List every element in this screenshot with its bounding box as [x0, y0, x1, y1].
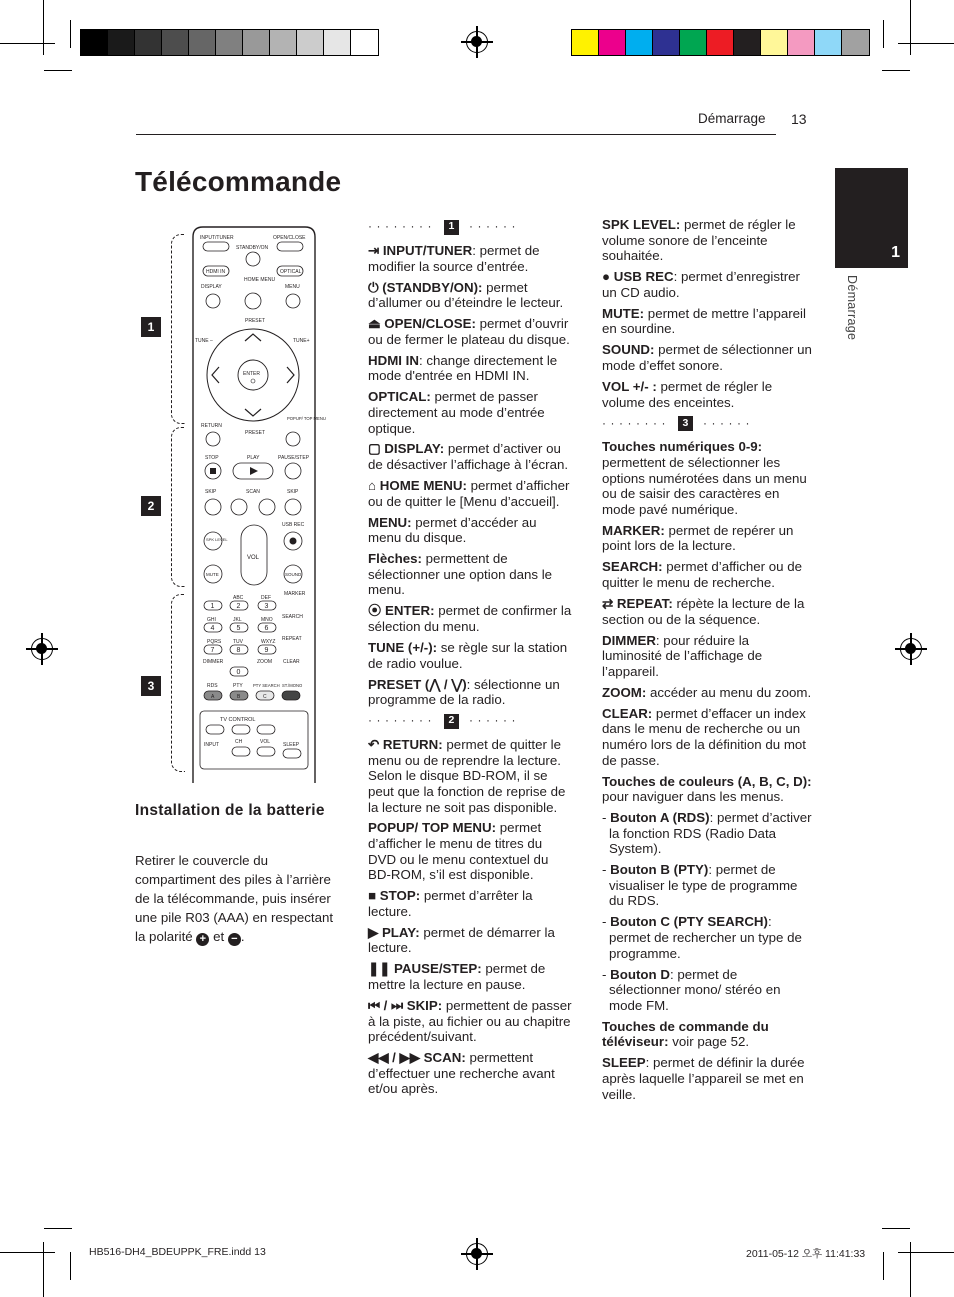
function-icon: ⏻	[368, 279, 379, 295]
function-name: TUNE (+/-):	[368, 639, 438, 655]
color-swatch	[108, 30, 135, 55]
function-description	[368, 677, 573, 708]
function-description	[368, 353, 573, 384]
function-description	[602, 523, 812, 554]
function-icon: ⇄	[602, 596, 614, 611]
function-icon: ⇥	[368, 243, 380, 258]
function-name: DISPLAY:	[384, 441, 445, 457]
footer-file-name: HB516-DH4_BDEUPPK_FRE.indd 13	[89, 1246, 266, 1258]
open-close-label: OPEN/CLOSE	[273, 235, 306, 241]
color-swatch	[680, 30, 707, 55]
function-text: permet de mettre l’appareil en sourdine.	[602, 305, 806, 337]
footer-timestamp: 2011-05-12 오후 11:41:33	[746, 1248, 866, 1260]
menu-label: MENU	[285, 284, 300, 290]
preset-top-label: PRESET	[245, 318, 266, 324]
number-key-letters: GHI	[207, 617, 216, 623]
function-description	[602, 1019, 812, 1050]
color-swatch	[653, 30, 680, 55]
function-name: DIMMER	[602, 632, 656, 648]
function-text: permettent de sélectionner les options numérotées dans un menu ou de saisir des caractères en mode pavé numérique.	[602, 455, 807, 517]
color-swatch	[351, 30, 378, 55]
function-name: REPEAT:	[616, 596, 673, 611]
function-name: USB REC	[613, 269, 674, 285]
section-3-bracket	[171, 594, 185, 772]
function-name: HDMI IN	[368, 352, 419, 368]
function-name: MUTE:	[602, 305, 645, 321]
function-description	[602, 342, 812, 373]
display-label: DISPLAY	[201, 284, 222, 290]
function-name: ◀◀ / ▶▶ SCAN:	[368, 1050, 466, 1066]
function-text: permet d’afficher ou de quitter le [Menu d’accueil].	[368, 478, 570, 509]
function-description	[368, 1050, 573, 1097]
remote-control-illustration	[187, 225, 326, 785]
number-key-digit: 8	[236, 647, 241, 654]
function-description	[368, 389, 573, 436]
function-text: permet d’activer ou de désactiver l’affichage à l’écran.	[368, 441, 569, 473]
optical-label: OPTICAL	[280, 269, 302, 275]
section-2-bracket	[171, 427, 185, 587]
function-text: : sélectionne un programme de la radio.	[368, 676, 560, 708]
function-icon: ▶	[368, 924, 379, 940]
color-key	[282, 691, 300, 700]
function-name: SEARCH:	[602, 559, 663, 575]
function-text: permet d’ouvrir ou de fermer le plateau du disque.	[368, 316, 570, 347]
preset-bottom-label: PRESET	[245, 430, 266, 436]
page-title: Télécommande	[135, 166, 342, 197]
input-tuner-label: INPUT/TUNER	[200, 235, 234, 241]
number-key-letters: WXYZ	[261, 639, 276, 645]
function-description	[368, 603, 573, 634]
number-key-digit: 3	[264, 603, 269, 610]
plus-polarity-icon: +	[196, 933, 209, 946]
color-key-description: - Bouton C (PTY SEARCH): permet de rechercher un type de programme.	[602, 914, 802, 961]
function-name: HOME MENU:	[379, 478, 467, 494]
tv-control-label: TV CONTROL	[220, 717, 256, 723]
number-key-digit: 4	[210, 625, 215, 632]
grayscale-color-bar	[80, 29, 379, 56]
section-separator-1: ········ 1 ······	[368, 219, 520, 234]
function-description	[368, 280, 573, 311]
function-description	[602, 1055, 812, 1102]
color-swatch	[297, 30, 324, 55]
pause-step-label: PAUSE/STEP	[278, 455, 310, 461]
color-key-description: - Bouton D: permet de sélectionner mono/ stéréo en mode FM.	[602, 966, 781, 1013]
function-description	[368, 961, 573, 992]
home-menu-label: HOME MENU	[244, 277, 276, 283]
color-swatch	[572, 30, 599, 55]
section-3-badge: 3	[141, 676, 161, 696]
color-swatch	[734, 30, 761, 55]
vol-label: VOL	[247, 555, 260, 561]
function-name: VOL +/- :	[602, 378, 657, 394]
installation-heading: Installation de la batterie	[135, 802, 325, 819]
color-swatch	[243, 30, 270, 55]
color-swatch	[162, 30, 189, 55]
function-name: Flèches:	[368, 551, 422, 567]
function-text: répète la lecture de la section ou de la séquence.	[602, 596, 805, 627]
stop-label: STOP	[205, 455, 219, 461]
function-name: CLEAR:	[602, 705, 653, 721]
description-column-middle	[368, 219, 573, 1102]
function-name: SOUND:	[602, 342, 655, 358]
function-description	[602, 217, 812, 264]
registration-mark-left-icon	[31, 638, 53, 660]
function-description	[368, 998, 573, 1045]
function-icon: ■	[368, 888, 377, 904]
function-text: permettent de sélectionner une option dans le menu.	[368, 551, 553, 598]
tv-vol-label: VOL	[260, 739, 271, 745]
function-name: SPK LEVEL:	[602, 217, 681, 232]
tune-minus-label: TUNE –	[195, 338, 213, 344]
function-text: permet de repérer un point lors de la lecture.	[602, 522, 794, 554]
usb-rec-label: USB REC	[282, 522, 305, 528]
function-name: STOP:	[379, 888, 421, 904]
color-swatch	[761, 30, 788, 55]
function-text: permet d’accéder au menu du disque.	[368, 514, 537, 546]
function-description	[602, 633, 812, 680]
enter-label: ENTER	[243, 371, 260, 377]
marker-label: MARKER	[284, 591, 306, 597]
color-swatch	[135, 30, 162, 55]
function-text: permet d’arrêter la lecture.	[368, 888, 533, 919]
function-description	[602, 706, 812, 768]
color-swatch	[626, 30, 653, 55]
function-text: permettent de passer à la piste, au fichier ou au chapitre précédent/suivant.	[368, 997, 572, 1045]
color-swatch	[270, 30, 297, 55]
color-swatch	[81, 30, 108, 55]
function-name: ENTER:	[385, 603, 435, 619]
function-text: permet d’allumer ou d’éteindre le lecteur.	[368, 279, 564, 311]
page-number: 13	[791, 111, 807, 127]
function-description	[368, 515, 573, 546]
color-key-name: Bouton C (PTY SEARCH)	[610, 914, 768, 930]
function-name: ⏮ / ⏭ SKIP:	[368, 997, 443, 1013]
color-swatch	[842, 30, 869, 55]
scan-label: SCAN	[246, 489, 260, 495]
function-description	[368, 925, 573, 956]
function-description	[368, 478, 573, 509]
function-description	[602, 439, 812, 517]
function-text: permet de régler le volume des enceintes.	[602, 378, 773, 410]
color-key-letter: C	[263, 694, 267, 700]
function-icon: ●	[602, 269, 611, 285]
tune-plus-label: TUNE+	[293, 338, 310, 344]
mute-label: MUTE	[206, 572, 219, 577]
number-key-digit: 0	[236, 669, 241, 676]
color-swatch	[707, 30, 734, 55]
standby-label: STANDBY/ON	[236, 245, 269, 251]
search-label: SEARCH	[282, 614, 303, 620]
function-text: pour naviguer dans les menus.	[602, 789, 784, 805]
color-swatch	[324, 30, 351, 55]
sound-label: SOUND	[285, 572, 302, 577]
number-key-letters: ABC	[233, 595, 244, 601]
function-name: OPEN/CLOSE:	[384, 316, 476, 332]
number-key-letters: DEF	[261, 595, 271, 601]
function-icon: ▢	[368, 441, 381, 457]
section-name: Démarrage	[698, 111, 766, 126]
function-icon: ❚❚	[368, 961, 391, 977]
function-text: : permet de modifier la source d’entrée.	[368, 243, 540, 274]
chapter-tab	[835, 168, 908, 268]
function-text: permet de confirmer la sélection du menu.	[368, 603, 572, 634]
skip-left-label: SKIP	[205, 489, 217, 495]
function-text: accéder au menu du zoom.	[646, 684, 812, 700]
function-description	[602, 596, 812, 627]
return-label: RETURN	[201, 423, 222, 429]
function-description	[368, 820, 573, 882]
function-description	[368, 888, 573, 919]
function-text: permet de régler le volume sonore de l’enceinte souhaitée.	[602, 217, 796, 264]
color-key-description: - Bouton B (PTY): permet de visualiser le type de programme du RDS.	[602, 862, 798, 909]
function-name: PLAY:	[381, 924, 420, 940]
function-description	[368, 551, 573, 598]
color-key-text: : permet de visualiser le type de programme du RDS.	[609, 862, 798, 909]
function-name: PRESET (⋀ / ⋁)	[368, 676, 467, 692]
tv-ch-label: CH	[235, 739, 243, 745]
minus-polarity-icon: −	[228, 933, 241, 946]
color-key-text: : permet de rechercher un type de programme.	[609, 914, 802, 961]
function-text: : permet d’enregistrer un CD audio.	[602, 269, 800, 300]
header-rule	[136, 134, 776, 135]
function-text: permet d’effacer un index dans le menu de recherche ou un numéro lors de la définition du mot de passe.	[602, 705, 806, 768]
number-key-letters: PQRS	[207, 639, 222, 645]
tv-input-label: INPUT	[204, 742, 219, 748]
function-name: INPUT/TUNER	[382, 243, 473, 258]
function-description	[368, 441, 573, 472]
installation-text: Retirer le couvercle du compartiment des piles à l’arrière de la télécommande, puis insérer une pile R03 (AAA) en respectant la polarité + et − .	[135, 853, 334, 945]
number-key-digit: 5	[236, 625, 241, 632]
color-key-description: - Bouton A (RDS): permet d’activer la fonction RDS (Radio Data System).	[602, 810, 812, 857]
pty-search-label: PTY SEARCH	[253, 683, 280, 688]
hdmi-in-label: HDMI IN	[206, 269, 226, 275]
number-key-digit: 6	[264, 625, 269, 632]
play-label: PLAY	[247, 455, 260, 461]
function-icon: ↶	[368, 737, 380, 753]
function-name: Touches de couleurs (A, B, C, D):	[602, 773, 812, 789]
function-text: : change directement le mode d'entrée en HDMI IN.	[368, 352, 558, 384]
sleep-label: SLEEP	[283, 742, 300, 748]
function-description	[602, 774, 812, 805]
registration-mark-top-icon	[466, 31, 488, 53]
skip-right-label: SKIP	[287, 489, 299, 495]
number-key-letters: MNO	[261, 617, 273, 623]
function-name: Touches de commande du téléviseur:	[602, 1018, 769, 1050]
number-key-letters: JKL	[233, 617, 242, 623]
function-name: POPUP/ TOP MENU:	[368, 820, 497, 836]
clear-label: CLEAR	[283, 659, 300, 665]
function-text: : permet de définir la durée après laquelle l’appareil se met en veille.	[602, 1055, 805, 1102]
st-mono-label: ST./MONO	[282, 683, 303, 688]
pty-label: PTY	[233, 683, 243, 689]
color-key-letter: A	[211, 694, 215, 700]
function-name: PAUSE/STEP:	[394, 961, 482, 977]
function-text: permet de passer directement au mode d’entrée optique.	[368, 389, 545, 436]
function-name: SLEEP	[602, 1055, 646, 1071]
color-swatch	[189, 30, 216, 55]
function-description	[602, 685, 812, 701]
function-name: (STANDBY/ON):	[382, 279, 483, 295]
color-key-letter: B	[237, 694, 241, 700]
function-name: RETURN:	[382, 737, 443, 753]
chapter-side-label: Démarrage	[845, 275, 859, 341]
function-icon: ⌂	[368, 478, 377, 494]
section-separator-3: ········ 3 ······	[602, 415, 754, 430]
function-name: MENU:	[368, 514, 412, 530]
function-description	[368, 316, 573, 347]
section-separator-2: ········ 2 ······	[368, 713, 520, 728]
color-key-name: Bouton A (RDS)	[610, 810, 710, 826]
rds-label: RDS	[207, 683, 218, 689]
spk-level-label: SPK LEVEL	[206, 537, 228, 542]
color-swatch	[599, 30, 626, 55]
popup-label: POPUP/ TOP MENU	[287, 416, 326, 421]
process-color-bar	[571, 29, 870, 56]
function-text: permet d’afficher le menu de titres du DVD ou le menu contextuel du BD-ROM, s’il est disponible.	[368, 820, 549, 883]
function-text: : pour réduire la luminosité de l’affichage de l’appareil.	[602, 632, 763, 679]
color-swatch	[788, 30, 815, 55]
function-text: permet d’afficher ou de quitter le menu de recherche.	[602, 559, 803, 591]
function-text: permet de quitter le menu ou de reprendre la lecture. Selon le disque BD-ROM, il se peut que la fonction de reprise de la lecture ne soit pas disponible.	[368, 737, 566, 815]
running-header	[698, 111, 807, 127]
function-description	[602, 269, 812, 300]
function-text: permet de démarrer la lecture.	[368, 924, 555, 956]
description-column-right	[602, 217, 812, 1108]
color-swatch	[815, 30, 842, 55]
function-name: ZOOM:	[602, 684, 647, 700]
number-key-digit: 9	[264, 647, 269, 654]
function-description	[602, 379, 812, 410]
repeat-label: REPEAT	[282, 636, 302, 642]
function-icon: ⦿	[368, 603, 382, 619]
function-description	[368, 737, 573, 815]
function-text: permet de sélectionner un mode d’effet sonore.	[602, 342, 812, 373]
function-icon: ⏏	[368, 316, 381, 332]
zoom-label: ZOOM	[257, 659, 272, 665]
function-description	[602, 306, 812, 337]
function-text: permet de mettre la lecture en pause.	[368, 961, 546, 992]
color-swatch	[216, 30, 243, 55]
registration-mark-bottom-icon	[466, 1243, 488, 1265]
function-name: MARKER:	[602, 522, 665, 538]
number-key-digit: 7	[210, 647, 215, 654]
number-key-letters: TUV	[233, 639, 243, 645]
function-description	[602, 559, 812, 590]
color-key-text: : permet de sélectionner mono/ stéréo en mode FM.	[609, 966, 781, 1013]
number-key-digit: 1	[210, 603, 215, 610]
function-text: se règle sur la station de radio voulue.	[368, 639, 568, 671]
color-key-name: Bouton D	[610, 966, 670, 982]
registration-mark-right-icon	[900, 638, 922, 660]
color-key-text: : permet d’activer la fonction RDS (Radio Data System).	[609, 810, 812, 857]
section-1-badge: 1	[141, 317, 161, 337]
function-text: voir page 52.	[668, 1034, 750, 1050]
dimmer-label: DIMMER	[203, 659, 224, 665]
chapter-number: 1	[891, 244, 900, 261]
number-key-digit: 2	[236, 603, 241, 610]
function-name: Touches numériques 0-9:	[602, 439, 763, 455]
section-2-badge: 2	[141, 496, 161, 516]
function-description	[368, 640, 573, 671]
function-description	[368, 243, 573, 274]
color-key-name: Bouton B (PTY)	[610, 862, 709, 878]
function-name: OPTICAL:	[368, 389, 431, 405]
function-text: permettent d’effectuer une recherche avant et/ou après.	[368, 1050, 555, 1097]
section-1-bracket	[171, 234, 185, 424]
